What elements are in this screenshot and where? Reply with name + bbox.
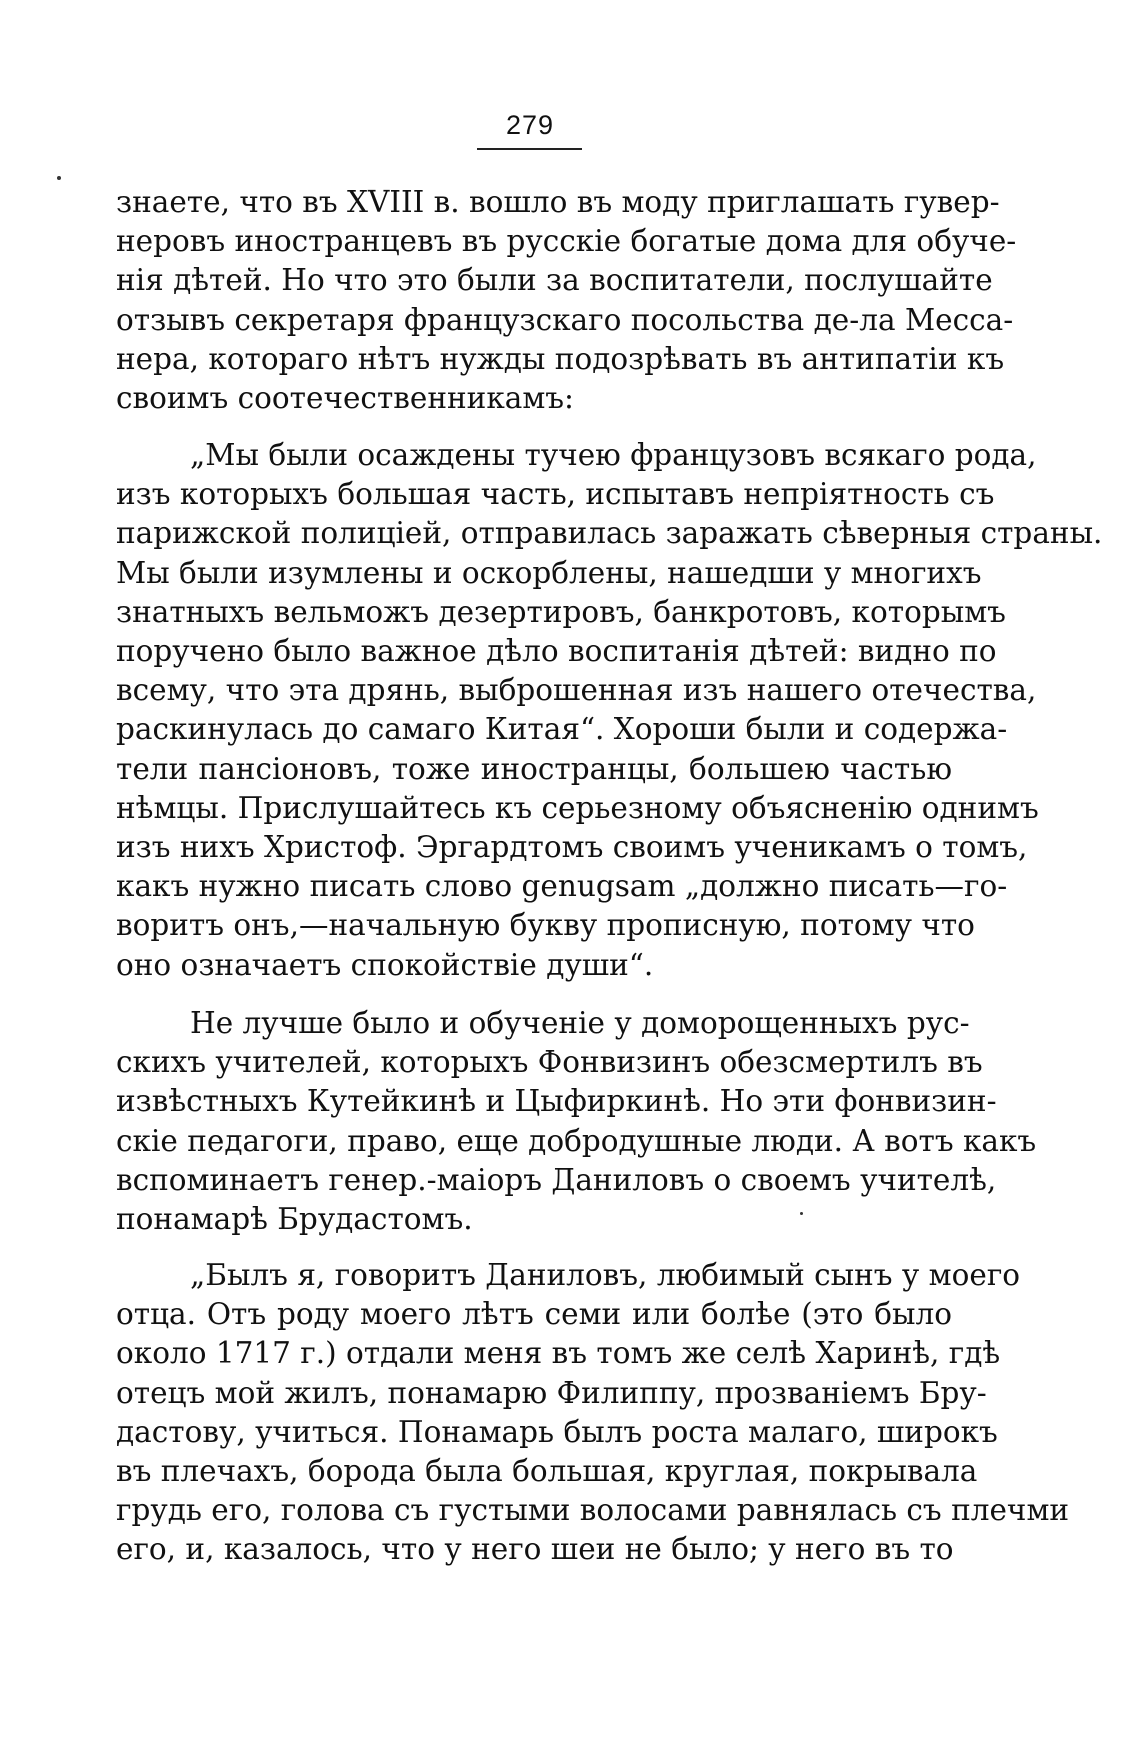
text-line: скихъ учителей, которыхъ Фонвизинъ обезсмертилъ въ [116,1045,983,1080]
text-line: „Былъ я, говоритъ Даниловъ, любимый сынъ у моего [190,1258,1021,1292]
text-line: раскинулась до самаго Китая“. Хороши были и содержа- [116,712,1008,747]
text-line: понамарѣ Брудастомъ. [116,1202,473,1237]
text-line: какъ нужно писать слово genugsam „должно писать—го- [116,869,1008,904]
text-line: грудь его, голова съ густыми волосами равнялась съ плечми [116,1493,1070,1528]
text-line: нера, котораго нѣтъ нужды подозрѣвать въ антипатіи къ [116,341,1005,376]
text-line: оно означаетъ спокойствіе души“. [116,947,654,982]
text-line: тели пансіоновъ, тоже иностранцы, большею частью [116,751,952,786]
text-line: отзывъ секретаря французскаго посольства де-ла Месса- [116,302,1014,337]
text-line: вспоминаетъ генер.-маіоръ Даниловъ о своемъ учителѣ, [116,1162,997,1197]
text-line: скіе педагоги, право, еще добродушные люди. А вотъ какъ [116,1123,1037,1158]
text-line: парижской полиціей, отправилась заражать сѣверныя страны. [116,516,1103,551]
text-line: изъ нихъ Христоф. Эргардтомъ своимъ ученикамъ о томъ, [116,830,1028,865]
text-line: неровъ иностранцевъ въ русскіе богатые дома для обуче- [116,224,1017,259]
scan-speck [57,176,61,180]
paragraph-3 [116,1004,1037,1239]
paragraph-4 [116,1256,1070,1570]
text-line: всему, что эта дрянь, выброшенная изъ нашего отечества, [116,673,1037,708]
text-line: около 1717 г.) отдали меня въ томъ же селѣ Харинѣ, гдѣ [116,1336,1001,1371]
text-line: Мы были изумлены и оскорблены, нашедши у многихъ [116,555,982,590]
paragraph-1 [116,183,1017,418]
text-line: Не лучше было и обученіе у доморощенныхъ рус- [190,1006,970,1040]
text-line: его, и, казалось, что у него шеи не было; у него въ то [116,1532,954,1567]
text-line: отца. Отъ роду моего лѣтъ семи или болѣе (это было [116,1297,952,1332]
text-line: нія дѣтей. Но что это были за воспитатели, послушайте [116,263,993,298]
text-line: знатныхъ вельможъ дезертировъ, банкротовъ, которымъ [116,594,1006,629]
text-line: воритъ онъ,—начальную букву прописную, потому что [116,908,975,943]
text-line: изъ которыхъ большая часть, испытавъ непріятность съ [116,477,995,512]
paragraph-2 [116,436,1103,985]
page-number: 279 [505,110,555,140]
text-line: въ плечахъ, борода была большая, круглая, покрывала [116,1454,978,1489]
text-line: поручено было важное дѣло воспитанія дѣтей: видно по [116,634,997,669]
text-line: своимъ соотечественникамъ: [116,381,574,416]
text-line: дастову, учиться. Понамарь былъ роста малаго, широкъ [116,1414,998,1449]
text-line: нѣмцы. Прислушайтесь къ серьезному объясненію однимъ [116,790,1039,825]
text-line: „Мы были осаждены тучею французовъ всякаго рода, [190,438,1037,472]
page-number-rule [477,148,582,150]
text-line: знаете, что въ XVIII в. вошло въ моду приглашать гувер- [116,185,1000,219]
text-line: извѣстныхъ Кутейкинѣ и Цыфиркинѣ. Но эти фонвизин- [116,1084,997,1119]
text-line: отецъ мой жилъ, понамарю Филиппу, прозваніемъ Бру- [116,1375,987,1410]
